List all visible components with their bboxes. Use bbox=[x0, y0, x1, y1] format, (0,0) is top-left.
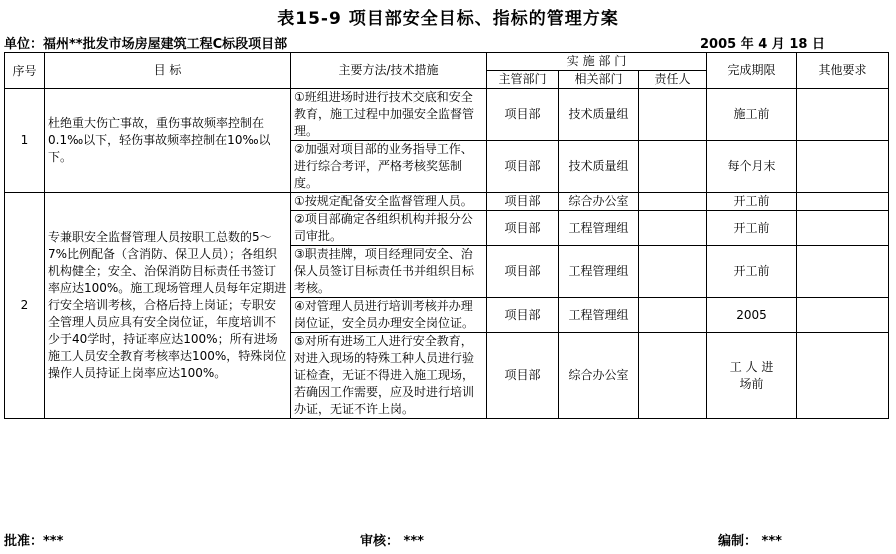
header-other: 其他要求 bbox=[797, 53, 889, 89]
row-deadline: 工 人 进场前 bbox=[707, 333, 797, 419]
header-dept-group: 实 施 部 门 bbox=[487, 53, 707, 71]
header-row bbox=[5, 53, 889, 71]
row-other bbox=[797, 246, 889, 298]
header-measure: 主要方法/技术措施 bbox=[291, 53, 487, 89]
row-person bbox=[639, 141, 707, 193]
row-related-dept: 技术质量组 bbox=[559, 89, 639, 141]
footer-approve: 批准：*** bbox=[4, 534, 64, 549]
row-person bbox=[639, 333, 707, 419]
row-related-dept: 综合办公室 bbox=[559, 193, 639, 211]
footer-review: 审核： *** bbox=[360, 534, 424, 549]
header-related-dept: 相关部门 bbox=[559, 71, 639, 89]
row-other bbox=[797, 89, 889, 141]
row-person bbox=[639, 193, 707, 211]
row-main-dept: 项目部 bbox=[487, 141, 559, 193]
header-person: 责任人 bbox=[639, 71, 707, 89]
row-main-dept: 项目部 bbox=[487, 246, 559, 298]
table-row bbox=[5, 89, 889, 141]
row-related-dept: 工程管理组 bbox=[559, 211, 639, 246]
row-deadline: 开工前 bbox=[707, 246, 797, 298]
row-person bbox=[639, 211, 707, 246]
header-seq: 序号 bbox=[5, 53, 45, 89]
header-deadline: 完成期限 bbox=[707, 53, 797, 89]
row-deadline: 每个月末 bbox=[707, 141, 797, 193]
date-label: 2005 年 4 月 18 日 bbox=[700, 37, 825, 52]
row-other bbox=[797, 211, 889, 246]
row-person bbox=[639, 246, 707, 298]
row-main-dept: 项目部 bbox=[487, 211, 559, 246]
row-deadline: 开工前 bbox=[707, 193, 797, 211]
row-deadline: 开工前 bbox=[707, 211, 797, 246]
row-measure: ①按规定配备安全监督管理人员。 bbox=[291, 193, 487, 211]
row-related-dept: 综合办公室 bbox=[559, 333, 639, 419]
document-title: 表15-9 项目部安全目标、指标的管理方案 bbox=[277, 9, 619, 29]
row-other bbox=[797, 193, 889, 211]
row-person bbox=[639, 89, 707, 141]
row-other bbox=[797, 298, 889, 333]
header-goal: 目 标 bbox=[45, 53, 291, 89]
row-other bbox=[797, 333, 889, 419]
footer-compile: 编制： *** bbox=[718, 534, 782, 549]
row-goal: 专兼职安全监督管理人员按职工总数的5～7%比例配备（含消防、保卫人员）；各组织机构健全；安全、治保消防目标责任书签订率应达100%。施工现场管理人员每年定期进行安全培训考核，合格后持上岗证；专职安全管理人员应具有安全岗位证，年度培训不少于40学时，持证率应达100%；所有进场施工人员安全教育考核率达100%，特殊岗位操作人员持证上岗率应达100%。 bbox=[45, 193, 291, 419]
row-goal: 杜绝重大伤亡事故，重伤事故频率控制在0.1‰以下，轻伤事故频率控制在10‰以下。 bbox=[45, 89, 291, 193]
row-measure: ①班组进场时进行技术交底和安全教育，施工过程中加强安全监督管理。 bbox=[291, 89, 487, 141]
header-main-dept: 主管部门 bbox=[487, 71, 559, 89]
row-main-dept: 项目部 bbox=[487, 333, 559, 419]
row-main-dept: 项目部 bbox=[487, 193, 559, 211]
row-deadline: 施工前 bbox=[707, 89, 797, 141]
row-main-dept: 项目部 bbox=[487, 298, 559, 333]
row-measure: ②加强对项目部的业务指导工作、进行综合考评，严格考核奖惩制度。 bbox=[291, 141, 487, 193]
row-measure: ③职责挂牌，项目经理同安全、治保人员签订目标责任书并组织目标考核。 bbox=[291, 246, 487, 298]
unit-label: 单位：福州**批发市场房屋建筑工程C标段项目部 bbox=[4, 37, 288, 52]
table-row bbox=[5, 193, 889, 211]
row-main-dept: 项目部 bbox=[487, 89, 559, 141]
row-measure: ④对管理人员进行培训考核并办理岗位证，安全员办理安全岗位证。 bbox=[291, 298, 487, 333]
row-related-dept: 技术质量组 bbox=[559, 141, 639, 193]
row-seq: 2 bbox=[5, 193, 45, 419]
management-plan-table bbox=[4, 52, 889, 419]
row-deadline: 2005 bbox=[707, 298, 797, 333]
row-other bbox=[797, 141, 889, 193]
row-measure: ②项目部确定各组织机构并报分公司审批。 bbox=[291, 211, 487, 246]
row-related-dept: 工程管理组 bbox=[559, 298, 639, 333]
row-measure: ⑤对所有进场工人进行安全教育，对进入现场的特殊工种人员进行验证检查，无证不得进入施工现场，若确因工作需要，应及时进行培训办证，无证不许上岗。 bbox=[291, 333, 487, 419]
row-related-dept: 工程管理组 bbox=[559, 246, 639, 298]
row-person bbox=[639, 298, 707, 333]
row-seq: 1 bbox=[5, 89, 45, 193]
